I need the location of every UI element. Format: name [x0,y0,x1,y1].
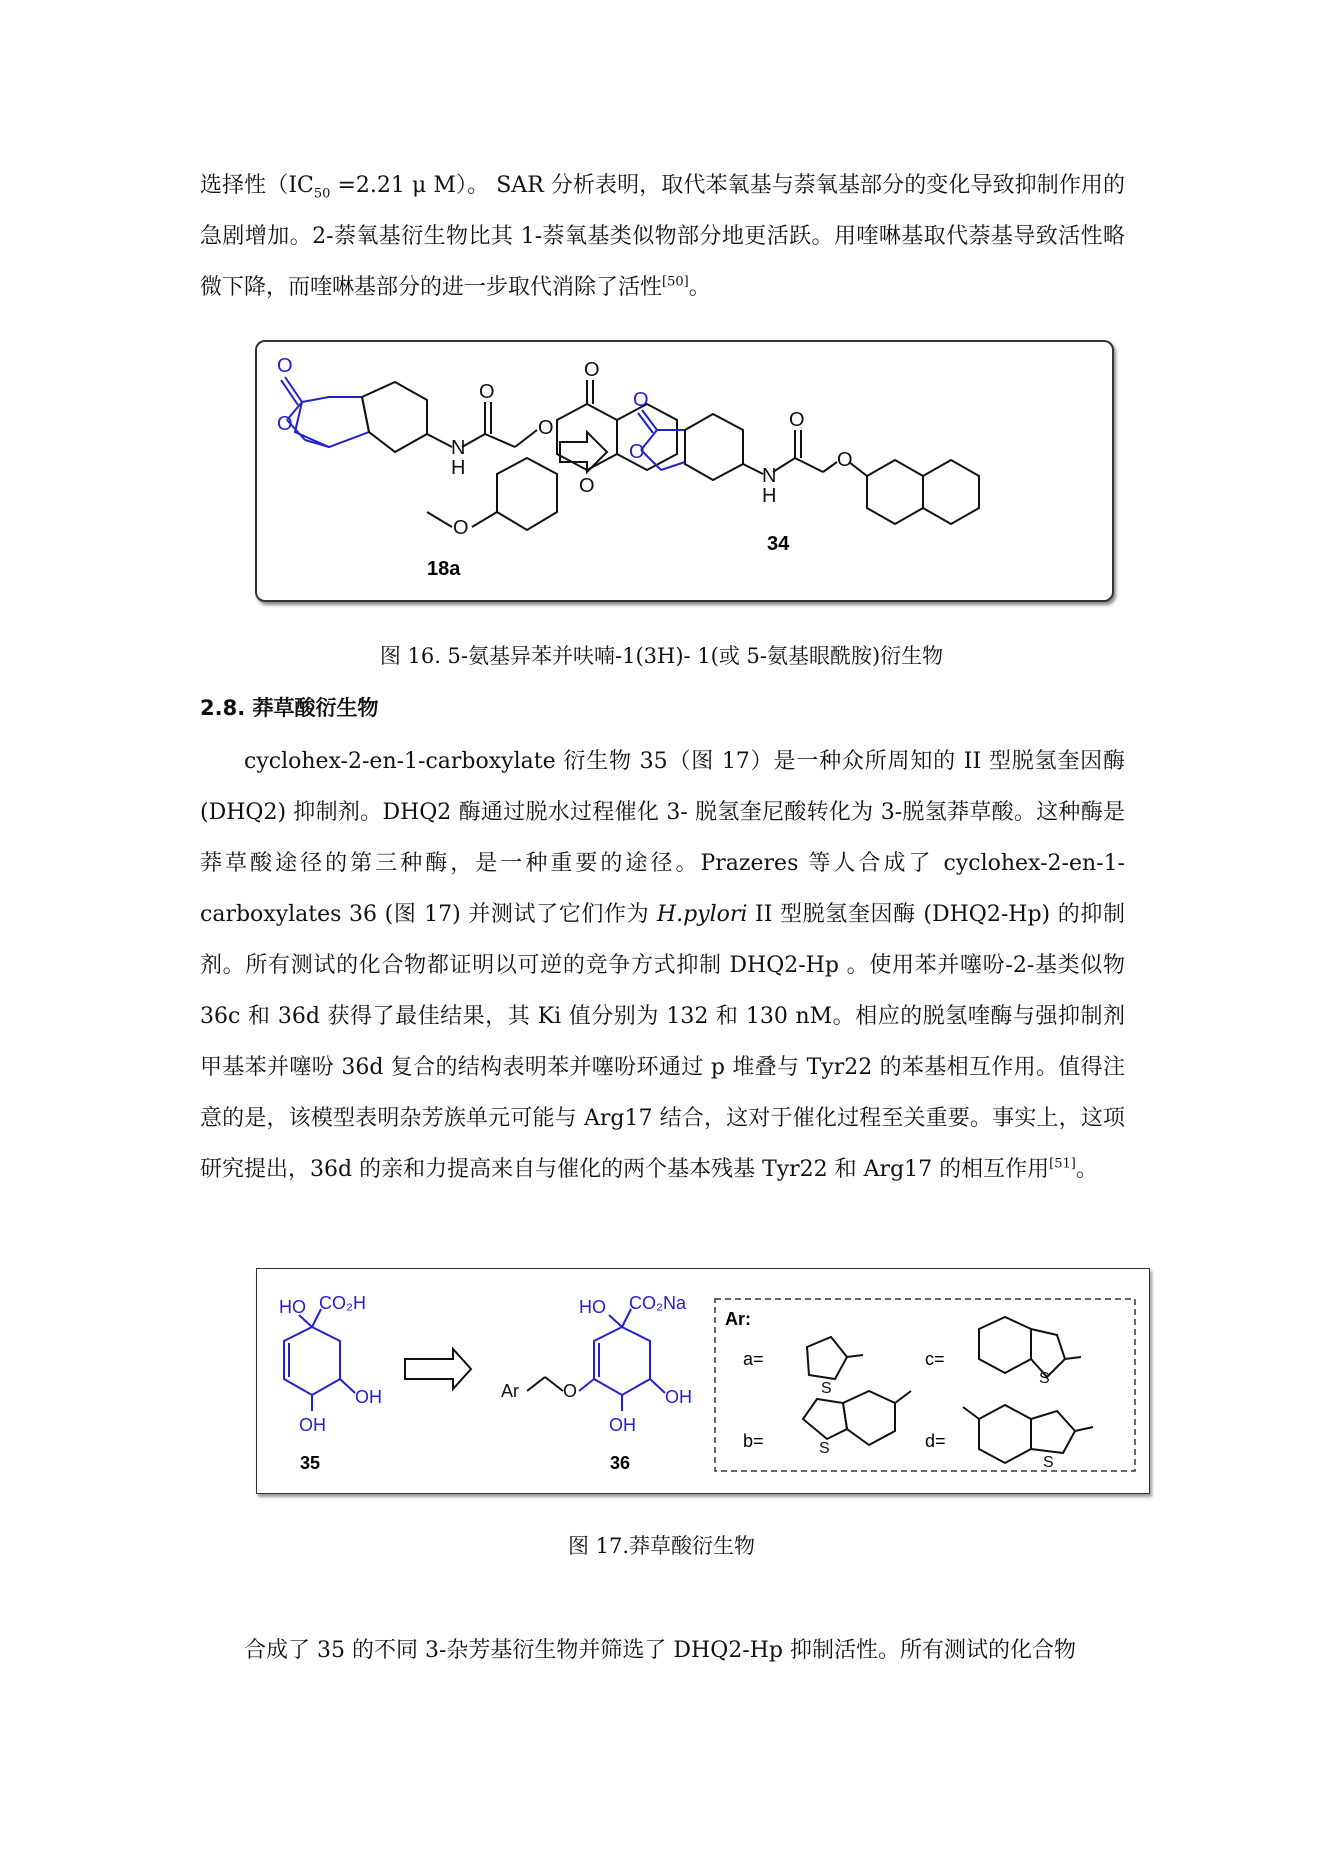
reaction-arrow-fig17 [405,1349,471,1389]
fig17-ar-substituent: Ar [501,1381,519,1401]
svg-text:S: S [819,1440,830,1457]
svg-text:O: O [584,359,600,381]
svg-text:H: H [762,485,777,507]
svg-text:N: N [451,437,466,459]
fig17-35-oh-right: OH [355,1387,382,1407]
svg-text:O: O [629,441,645,463]
benzothiophene-c [979,1317,1031,1373]
para1-text-a: 选择性（IC [200,173,314,198]
h-pylori-italic: H.pylori [656,902,748,927]
figure-16-scheme [257,342,1112,600]
svg-text:O: O [837,449,853,471]
compound-label-35: 35 [300,1453,321,1473]
figure-17 [256,1268,1150,1494]
svg-text:S: S [1039,1370,1050,1387]
para3-text: 合成了 35 的不同 3-杂芳基衍生物并筛选了 DHQ2-Hp 抑制活性。所有测试的化合物 [244,1638,1076,1663]
fig17-36-oh-right: OH [665,1387,692,1407]
svg-text:O: O [633,389,649,411]
ar-label-a: a= [743,1349,764,1369]
svg-text:S: S [821,1380,832,1397]
figure-16 [255,340,1114,602]
compound-label-34: 34 [767,533,790,555]
svg-text:O: O [563,1381,578,1401]
ar-header: Ar: [725,1309,751,1329]
ar-label-c: c= [925,1349,945,1369]
compound-label-18a: 18a [427,558,461,580]
paragraph-2 [200,736,1125,1195]
compound-36-structure [527,1309,665,1411]
thiophene-a [807,1337,847,1379]
fig17-35-ho: HO [279,1297,306,1317]
reference-50[interactable]: [50] [662,274,689,290]
svg-text:O: O [277,355,293,377]
svg-text:O: O [277,413,293,435]
benzothiophene-b [803,1399,847,1439]
svg-text:O: O [479,381,495,403]
paragraph-1 [200,160,1125,313]
fig17-35-oh-bottom: OH [299,1415,326,1435]
compound-label-36: 36 [610,1453,631,1473]
reaction-arrow-fig16 [560,432,607,472]
fig17-36-oh-bottom: OH [609,1415,636,1435]
reference-51[interactable]: [51] [1049,1156,1076,1172]
fig17-35-co2h: CO₂H [319,1293,366,1313]
svg-text:O: O [538,417,554,439]
para1-text-b: =2.21 μ M）。 SAR 分析表明，取代苯氧基与萘氧基部分的变化导致抑制作用的急剧增加。2-萘氧基衍生物比其 1-萘氧基类似物部分地更活跃。用喹啉基取代萘基导致活性略微下降，而喹啉基部分的进一步取代消除了活性 [200,173,1125,300]
para1-end: 。 [688,275,711,300]
svg-text:O: O [579,475,595,497]
ar-label-b: b= [743,1431,764,1451]
svg-text:N: N [762,465,777,487]
phthalide-left-structure [281,377,369,447]
para2-end: 。 [1075,1157,1098,1182]
svg-text:H: H [451,457,466,479]
para2-text-a: cyclohex-2-en-1-carboxylate 衍生物 35（图 17）是一种众所周知的 II 型脱氢奎因酶 (DHQ2) 抑制剂。DHQ2 酶通过脱水过程催化 3- 脱氢奎尼酸转化为 3-脱氢莽草酸。这种酶是莽草酸途径的第三种酶，是一种重要的途径。Prazeres 等人合成了 cyclohex-2-en-1-carboxylates 36 (图 17) 并测试了它们作为 [200,749,1125,927]
fig17-36-ho: HO [579,1297,606,1317]
figure-17-scheme [257,1269,1149,1493]
section-heading-2-8: 2.8. 莽草酸衍生物 [200,696,379,720]
fig17-36-co2na: CO₂Na [629,1293,686,1313]
figure-16-caption: 图 16. 5-氨基异苯并呋喃-1(3H)- 1(或 5-氨基眼酰胺)衍生物 [379,644,944,668]
ar-label-d: d= [925,1431,946,1451]
benzothiophene-d [979,1405,1031,1463]
compound-35-structure [284,1309,355,1411]
svg-text:O: O [789,409,805,431]
figure-17-caption: 图 17.莽草酸衍生物 [567,1534,756,1558]
svg-text:S: S [1043,1454,1054,1471]
paragraph-3 [200,1625,1125,1676]
ic50-subscript: 50 [313,186,331,202]
svg-text:O: O [453,517,469,539]
para2-text-b: II 型脱氢奎因酶 (DHQ2-Hp) 的抑制剂。所有测试的化合物都证明以可逆的竞争方式抑制 DHQ2-Hp 。使用苯并噻吩-2-基类似物 36c 和 36d 获得了最佳结果，其 Ki 值分别为 132 和 130 nM。相应的脱氢喹酶与强抑制剂甲基苯并噻吩 36d 复合的结构表明苯并噻吩环通过 p 堆叠与 Tyr22 的苯基相互作用。值得注意的是，该模型表明杂芳族单元可能与 Arg17 结合，这对于催化过程至关重要。事实上，这项研究提出，36d 的亲和力提高来自与催化的两个基本残基 Tyr22 和 Arg17 的相互作用 [200,902,1125,1182]
